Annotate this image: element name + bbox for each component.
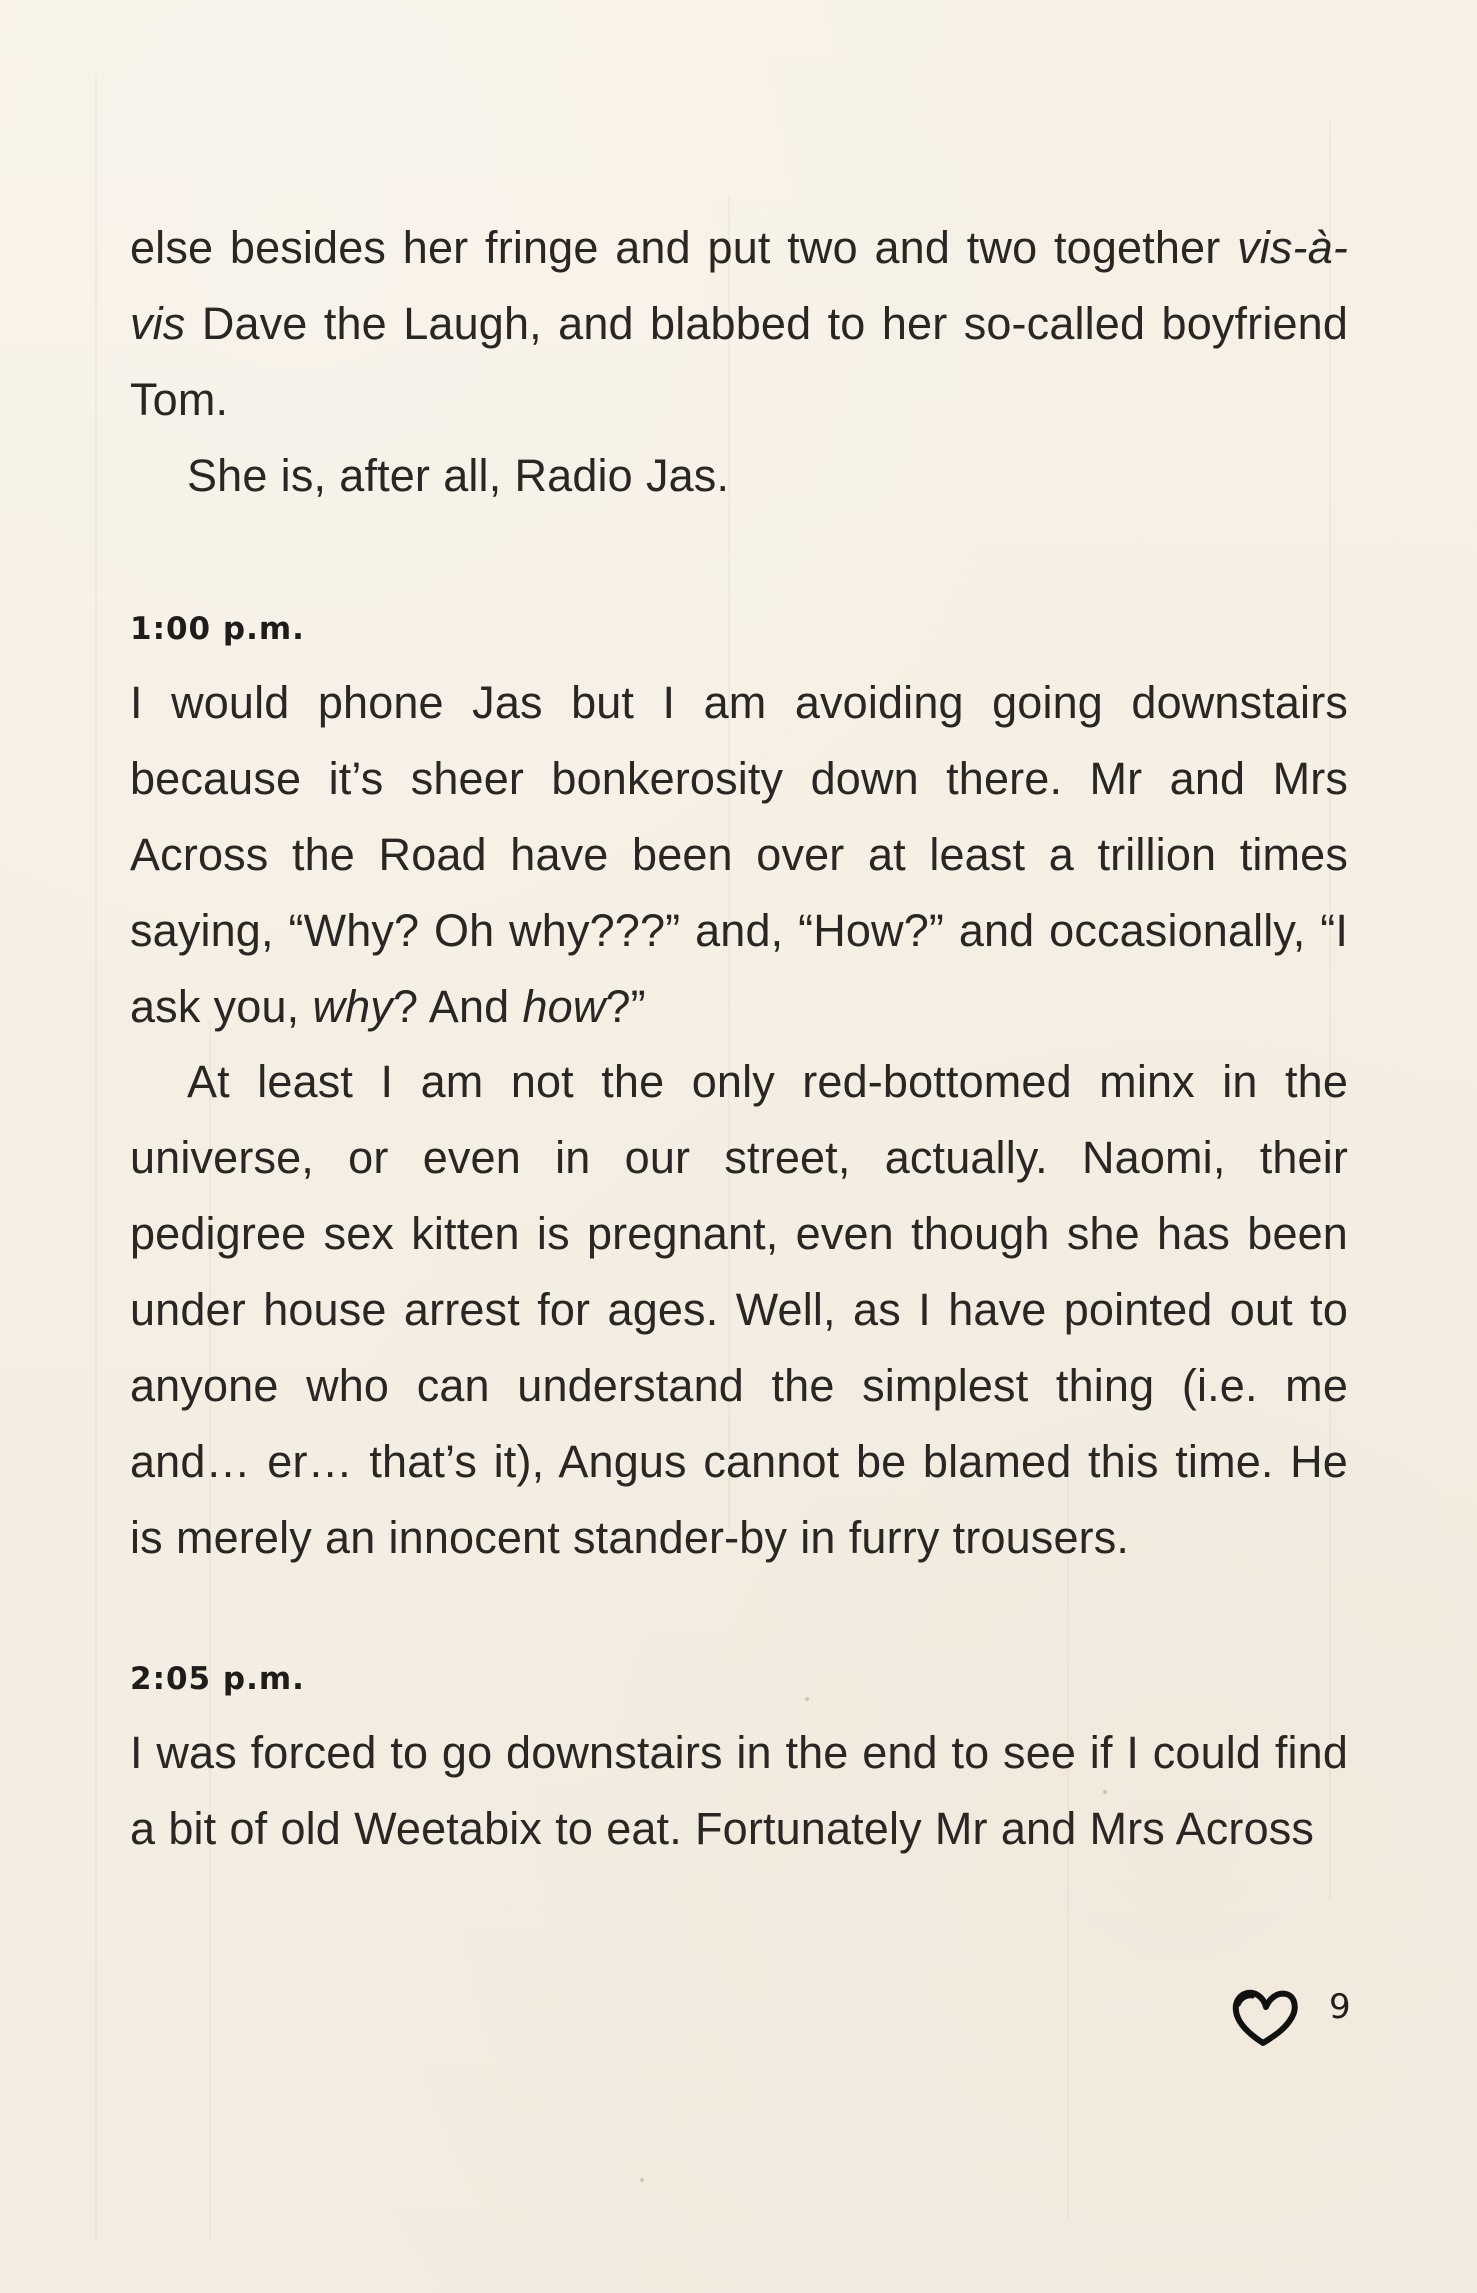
page-speck [805,1697,809,1701]
paragraph-1-part-2: vis-à-vis [130,222,1348,349]
paragraph-3-part-4: how [522,981,606,1032]
paragraph-1-part-1: else besides her fringe and put two and two together [130,222,1238,273]
paragraph-3-part-2: why [312,981,393,1032]
paragraph-5-part-1: I was forced to go downstairs in the end to see if I could find a bit of old Weetabix to eat. Fortunately Mr and Mrs Across [130,1727,1348,1854]
paragraph-1-part-3: Dave the Laugh, and blabbed to her so-called boyfriend Tom. [130,298,1348,425]
heart-icon [1228,1985,1300,2049]
page-speck [640,2178,644,2182]
paragraph-4 [130,1044,1348,1576]
paragraph-4-text [130,1044,1348,1576]
paragraph-1 [130,210,1348,438]
page-footer [1228,1985,1351,2075]
paragraph-1-text [130,210,1348,438]
paragraph-5 [130,1715,1348,1867]
paragraph-3-part-5: ?” [605,981,646,1032]
paragraph-2-part-1: She is, after all, Radio Jas. [187,450,730,501]
paragraph-3 [130,665,1348,1045]
page-number: 9 [1329,1987,1351,2027]
paragraph-3-part-3: ? And [392,981,523,1032]
paragraph-2-text [130,438,1348,514]
paragraph-3-part-1: I would phone Jas but I am avoiding going downstairs because it’s sheer bonkerosity down there. Mr and Mrs Across the Road have been over at least a trillion times saying, “Why? Oh why???” and, “How?” and occasionally, “I ask you, [130,677,1348,1032]
paragraph-4-part-1: At least I am not the only red-bottomed minx in the universe, or even in our street, actually. Naomi, their pedigree sex kitten is pregnant, even though she has been under house arrest for ages. Well, as I have pointed out to anyone who can understand the simplest thing (i.e. me and… er… that’s it), Angus cannot be blamed this time. He is merely an innocent stander-by in furry trousers. [130,1056,1348,1563]
time-heading-2: 2:05 p.m. [130,1661,305,1697]
paragraph-3-text [130,665,1348,1045]
time-heading-1: 1:00 p.m. [130,611,305,647]
paragraph-2 [130,438,1348,514]
paragraph-5-text [130,1715,1348,1867]
